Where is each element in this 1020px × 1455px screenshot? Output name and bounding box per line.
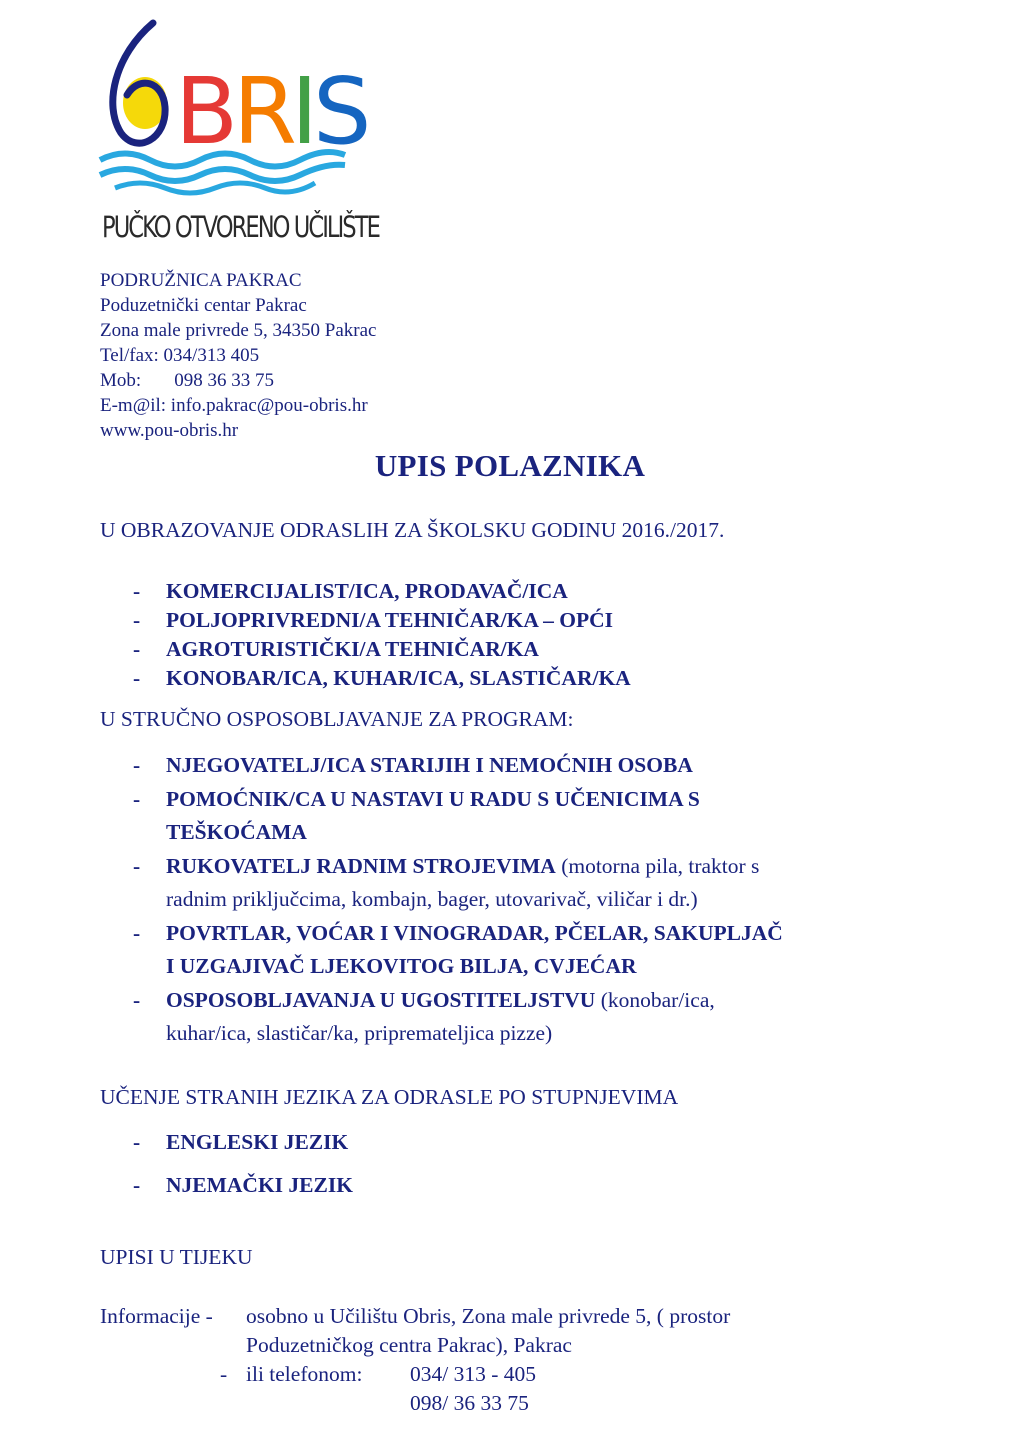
- section-adult-education-heading: U OBRAZOVANJE ODRASLIH ZA ŠKOLSKU GODINU 2016./2017.: [100, 518, 725, 542]
- list-item: - RUKOVATELJ RADNIM STROJEVIMA (motorna pila, traktor s radnim priključcima, kombajn, bager, utovarivač, viličar i dr.): [133, 854, 760, 911]
- vocational-list: [133, 749, 783, 1051]
- info-dash: -: [220, 1362, 228, 1386]
- list-item: - AGROTURISTIČKI/A TEHNIČAR/KA: [133, 637, 539, 661]
- logo-letter-b: B: [175, 58, 239, 165]
- logo-letter-s: S: [313, 58, 372, 165]
- logo-subtitle: PUČKO OTVORENO UČILIŠTE: [102, 210, 379, 244]
- list-item: - KONOBAR/ICA, KUHAR/ICA, SLASTIČAR/KA: [133, 666, 631, 690]
- email: E-m@il: info.pakrac@pou-obris.hr: [100, 395, 368, 416]
- info-line-1: osobno u Učilištu Obris, Zona male privrede 5, ( prostor: [246, 1304, 731, 1328]
- adult-education-list: [133, 577, 631, 693]
- phone-label: ili telefonom:: [246, 1362, 363, 1386]
- mobile-value: 098 36 33 75: [174, 370, 274, 391]
- page-title: UPIS POLAZNIKA: [374, 448, 646, 483]
- mobile: [100, 368, 376, 393]
- languages-list: [133, 1121, 353, 1207]
- info-label: Informacije -: [100, 1304, 213, 1328]
- list-item: - OSPOSOBLJAVANJA U UGOSTITELJSTVU (konobar/ica, kuhar/ica, slastičar/ka, pripremateljica pizze): [133, 988, 715, 1045]
- list-item: - POLJOPRIVREDNI/A TEHNIČAR/KA – OPĆI: [133, 608, 613, 632]
- list-item: - NJEMAČKI JEZIK: [133, 1173, 353, 1197]
- section-languages-heading: UČENJE STRANIH JEZIKA ZA ODRASLE PO STUPNJEVIMA: [100, 1085, 679, 1109]
- logo-letter-r: R: [233, 58, 297, 165]
- phone-number-1: 034/ 313 - 405: [410, 1362, 537, 1386]
- logo-wave-middle: [100, 165, 345, 181]
- mobile-label: Mob:: [100, 370, 142, 391]
- telfax: Tel/fax: 034/313 405: [100, 345, 260, 366]
- enrollment-status: UPISI U TIJEKU: [100, 1245, 253, 1269]
- section-vocational-heading: U STRUČNO OSPOSOBLJAVANJE ZA PROGRAM:: [100, 707, 574, 731]
- address: Zona male privrede 5, 34350 Pakrac: [100, 320, 377, 341]
- list-item: - NJEGOVATELJ/ICA STARIJIH I NEMOĆNIH OSOBA: [133, 753, 693, 777]
- obris-logo-graphic: [95, 15, 372, 195]
- phone-number-2: 098/ 36 33 75: [410, 1391, 529, 1415]
- website: www.pou-obris.hr: [100, 420, 239, 441]
- list-item: - ENGLESKI JEZIK: [133, 1130, 349, 1154]
- branch-name: PODRUŽNICA PAKRAC: [100, 270, 302, 291]
- list-item: - POMOĆNIK/CA U NASTAVI U RADU S UČENICIMA S TEŠKOĆAMA: [133, 787, 700, 844]
- obris-logo: [95, 15, 372, 195]
- list-item: - POVRTLAR, VOĆAR I VINOGRADAR, PČELAR, SAKUPLJAČ I UZGAJIVAČ LJEKOVITOG BILJA, CVJEĆAR: [133, 921, 783, 978]
- logo-letter-i: I: [291, 58, 319, 165]
- logo-wave-bottom: [115, 183, 315, 193]
- list-item: - KOMERCIJALIST/ICA, PRODAVAČ/ICA: [133, 579, 568, 603]
- center-name: Poduzetnički centar Pakrac: [100, 295, 307, 316]
- info-block: [100, 1302, 731, 1418]
- contact-block: [100, 268, 376, 443]
- info-line-2: Poduzetničkog centra Pakrac), Pakrac: [246, 1333, 572, 1357]
